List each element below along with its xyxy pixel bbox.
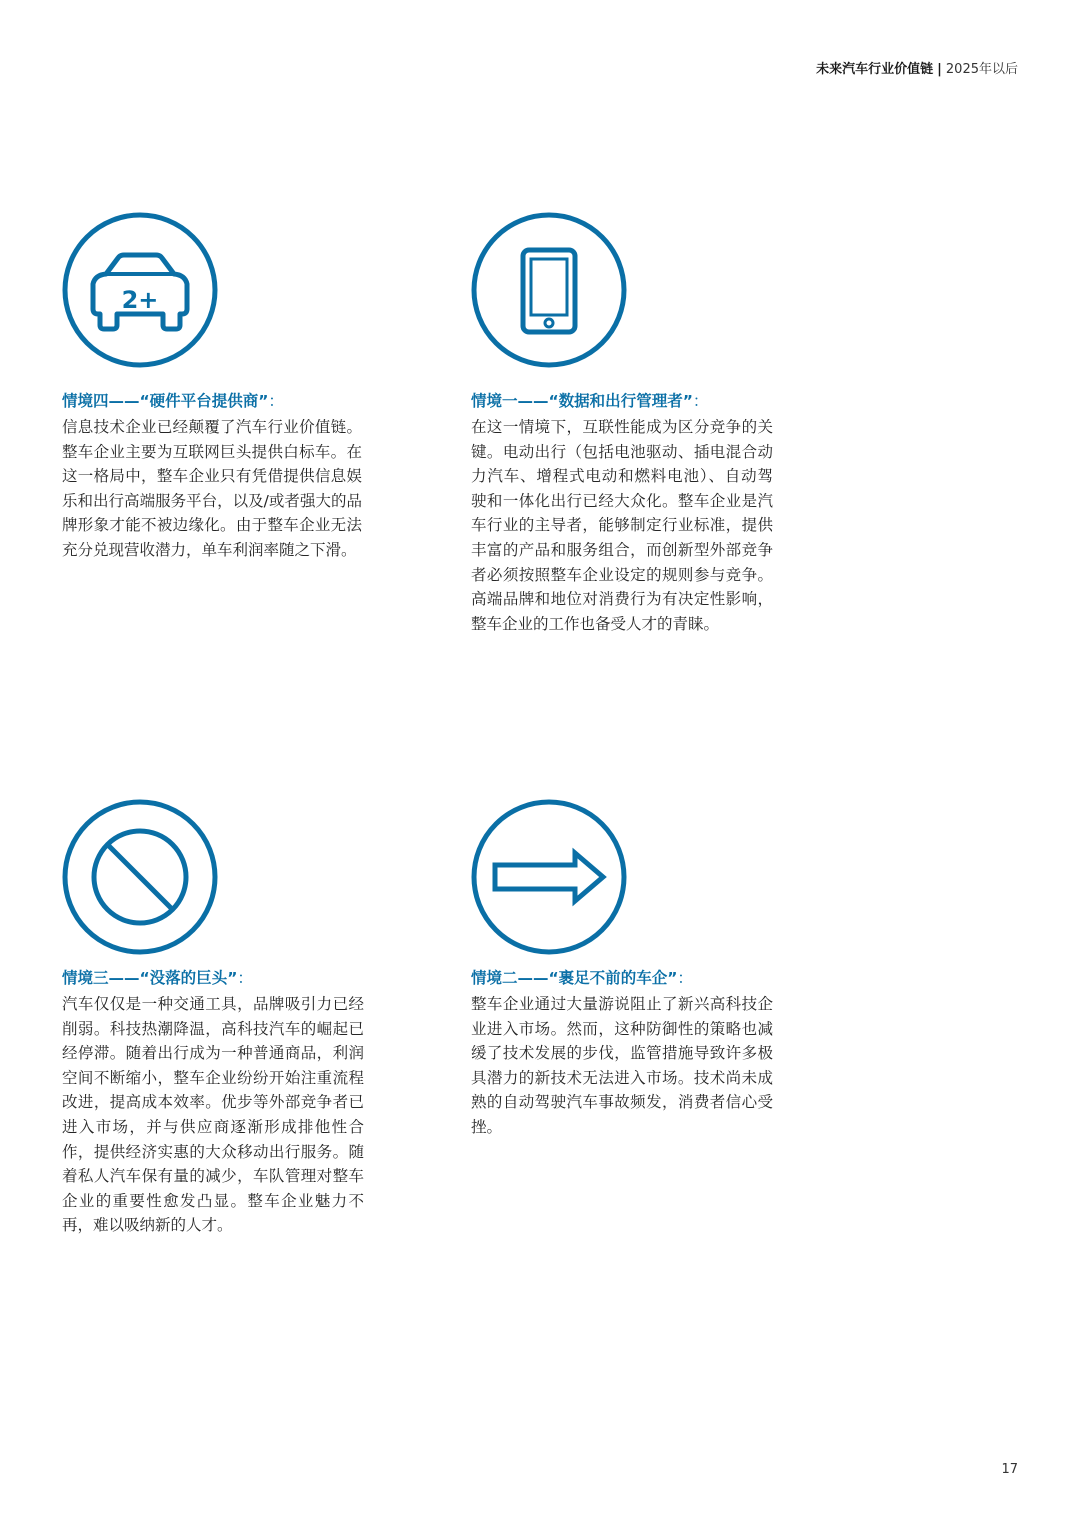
scenario-body: 在这一情境下，互联性能成为区分竞争的关键。电动出行（包括电池驱动、插电混合动力汽车、增程式电动和燃料电池）、自动驾驶和一体化出行已经大众化。整车企业是汽车行业的主导者，能够制定行业标准，提供丰富的产品和服务组合，而创新型外部竞争者必须按照整车企业设定的规则参与竞争。高端品牌和地位对消费行为有决定性影响，整车企业的工作也备受人才的青睐。 — [471, 418, 773, 633]
arrow-right-icon — [471, 799, 627, 955]
scenario-heading — [62, 966, 364, 990]
scenario-body: 汽车仅仅是一种交通工具，品牌吸引力已经削弱。科技热潮降温，高科技汽车的崛起已经停滞。随着出行成为一种普通商品，利润空间不断缩小，整车企业纷纷开始注重流程改进，提高成本效率。优步等外部竞争者已进入市场，并与供应商逐渐形成排他性合作，提供经济实惠的大众移动出行服务。随着私人汽车保有量的减少，车队管理对整车企业的重要性愈发凸显。整车企业魅力不再，难以吸纳新的人才。 — [62, 995, 364, 1235]
heading-colon: ： — [692, 392, 709, 410]
scenario-two — [471, 966, 773, 1140]
scenario-heading — [471, 966, 773, 990]
header-title: 未来汽车行业价值链 — [816, 62, 934, 77]
scenario-one — [471, 389, 773, 636]
scenario-heading-text: 情境四——“硬件平台提供商” — [62, 392, 269, 410]
car-badge-label: 2+ — [121, 286, 159, 314]
header-separator: | — [937, 62, 942, 77]
scenario-body: 整车企业通过大量游说阻止了新兴高科技企业进入市场。然而，这种防御性的策略也减缓了技术发展的步伐，监管措施导致许多极具潜力的新技术无法进入市场。技术尚未成熟的自动驾驶汽车事故频发，消费者信心受挫。 — [471, 995, 773, 1136]
scenario-heading-text: 情境一——“数据和出行管理者” — [471, 392, 693, 410]
header-subtitle: 2025年以后 — [945, 62, 1018, 77]
heading-colon: ： — [237, 969, 253, 987]
car-2plus-icon — [62, 212, 218, 368]
scenario-heading — [62, 389, 362, 413]
heading-colon: ： — [677, 969, 693, 987]
smartphone-icon — [471, 212, 627, 368]
scenario-three — [62, 966, 364, 1238]
heading-colon: ： — [268, 392, 284, 410]
scenario-heading-text: 情境二——“裹足不前的车企” — [471, 969, 678, 987]
scenario-heading — [471, 389, 773, 413]
prohibited-icon — [62, 799, 218, 955]
page-number: 17 — [1001, 1462, 1018, 1477]
scenario-heading-text: 情境三——“没落的巨头” — [62, 969, 238, 987]
scenario-four — [62, 389, 362, 563]
scenario-body: 信息技术企业已经颠覆了汽车行业价值链。整车企业主要为互联网巨头提供白标车。在这一格局中，整车企业只有凭借提供信息娱乐和出行高端服务平台，以及/或者强大的品牌形象才能不被边缘化。由于整车企业无法充分兑现营收潜力，单车利润率随之下滑。 — [62, 418, 362, 559]
running-header — [816, 58, 1018, 77]
